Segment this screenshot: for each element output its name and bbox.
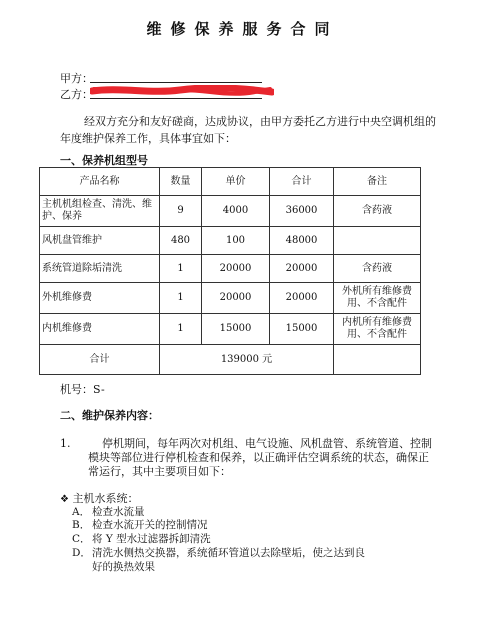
- header-note: 备注: [334, 168, 421, 196]
- item-label: C．: [72, 533, 91, 545]
- header-price: 单价: [202, 168, 270, 196]
- cell-total: 15000: [270, 314, 334, 345]
- cell-price: 20000: [202, 283, 270, 314]
- maintenance-paragraph-1: [60, 437, 438, 479]
- party-a-underline: [90, 82, 262, 83]
- table-total-row: [40, 345, 421, 375]
- table-row: [40, 255, 421, 283]
- party-a-label: 甲方：: [60, 72, 93, 85]
- item-text: 清洗水侧热交换器，系统循环管道以去除壁垢，使之达到良: [92, 547, 365, 559]
- section-1-heading: 一、保养机组型号: [60, 154, 148, 167]
- header-qty: 数量: [160, 168, 202, 196]
- contract-title: 维修保养服务合同: [146, 20, 339, 38]
- header-name: 产品名称: [40, 168, 160, 196]
- cell-qty: 1: [160, 283, 202, 314]
- table-row: [40, 314, 421, 345]
- cell-price: 20000: [202, 255, 270, 283]
- list-item: [72, 518, 392, 532]
- item-text: 将 Y 型水过滤器拆卸清洗: [92, 533, 211, 545]
- cell-name: 风机盘管维护: [40, 227, 160, 255]
- cell-qty: 9: [160, 196, 202, 227]
- item-label: A．: [72, 506, 91, 518]
- cell-qty: 480: [160, 227, 202, 255]
- item-text-continued: 好的换热效果: [92, 561, 155, 573]
- table-header-row: [40, 168, 421, 196]
- cell-name: 系统管道除垢清洗: [40, 255, 160, 283]
- cell-total: 20000: [270, 255, 334, 283]
- equipment-table: [39, 167, 421, 375]
- item-text: 检查水流开关的控制情况: [92, 519, 208, 531]
- cell-total: 20000: [270, 283, 334, 314]
- model-number-line: 机号：S-: [60, 383, 105, 396]
- list-item: [72, 505, 392, 519]
- diamond-bullet-icon: ❖: [60, 494, 69, 505]
- total-note: [334, 345, 421, 375]
- paragraph-text: 停机期间，每年两次对机组、电气设施、风机盘管、系统管道、控制模块等部位进行停机检查和保养，以正确评估空调系统的状态，确保正常运行，其中主要项目如下：: [88, 437, 432, 478]
- section-2-heading: 二、维护保养内容：: [60, 409, 159, 422]
- item-label: D．: [72, 547, 91, 559]
- cell-price: 4000: [202, 196, 270, 227]
- cell-qty: 1: [160, 314, 202, 345]
- party-b-underline: [90, 98, 262, 99]
- cell-total: 48000: [270, 227, 334, 255]
- item-label: B．: [72, 519, 91, 531]
- subheading-main-water-system: [60, 490, 138, 506]
- cell-qty: 1: [160, 255, 202, 283]
- redaction-scribble: [90, 85, 274, 97]
- list-item: [72, 532, 392, 546]
- cell-name: 主机机组检查、清洗、维护、保养: [40, 196, 160, 227]
- cell-name: 内机维修费: [40, 314, 160, 345]
- cell-note: 含药液: [334, 196, 421, 227]
- cell-note: [334, 227, 421, 255]
- list-item: [72, 546, 402, 574]
- item-text: 检查水流量: [92, 506, 145, 518]
- cell-total: 36000: [270, 196, 334, 227]
- cell-price: 100: [202, 227, 270, 255]
- cell-note: 外机所有维修费用、不含配件: [334, 283, 421, 314]
- paragraph-number: 1.: [60, 437, 71, 450]
- intro-paragraph: 经双方充分和友好磋商，达成协议，由甲方委托乙方进行中央空调机组的年度维护保养工作，具体事宜如下：: [60, 115, 436, 145]
- cell-price: 15000: [202, 314, 270, 345]
- table-row: [40, 196, 421, 227]
- subheading-text: 主机水系统：: [72, 492, 139, 505]
- total-value: 139000 元: [160, 345, 334, 375]
- table-row: [40, 283, 421, 314]
- party-b-label: 乙方：: [60, 88, 93, 101]
- cell-note: 含药液: [334, 255, 421, 283]
- table-row: [40, 227, 421, 255]
- cell-name: 外机维修费: [40, 283, 160, 314]
- total-label: 合计: [40, 345, 160, 375]
- cell-note: 内机所有维修费用、不含配件: [334, 314, 421, 345]
- header-total: 合计: [270, 168, 334, 196]
